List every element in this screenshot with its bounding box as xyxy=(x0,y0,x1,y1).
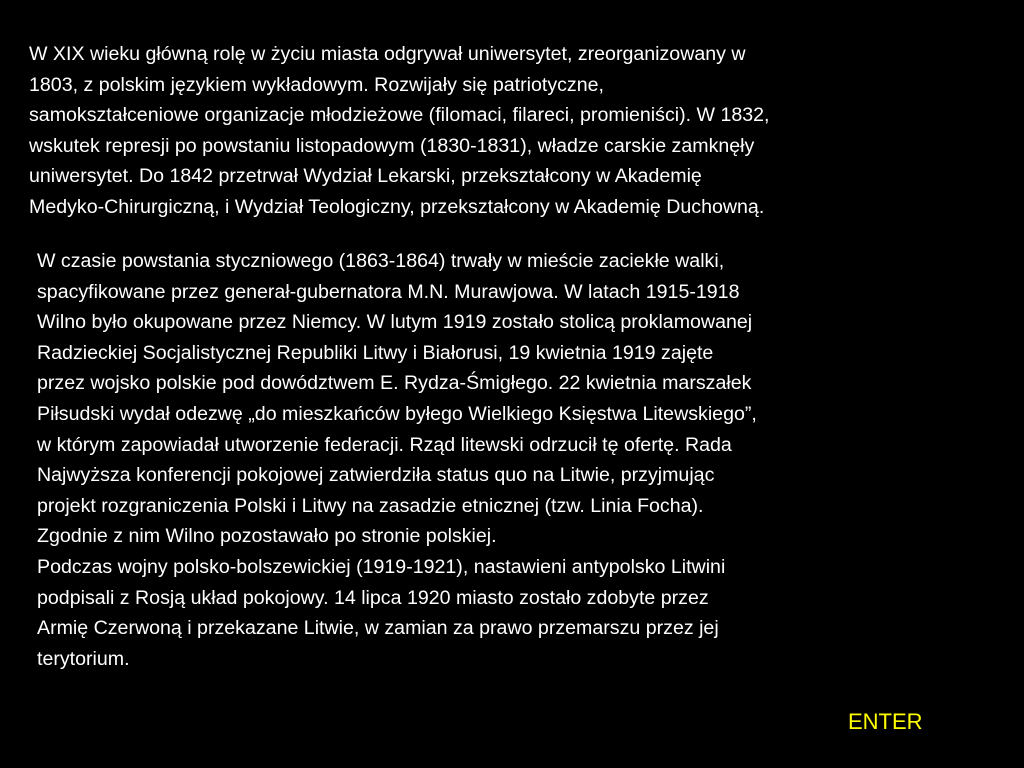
text-line: przez wojsko polskie pod dowództwem E. Rydza-Śmigłego. 22 kwietnia marszałek xyxy=(37,372,752,395)
text-line: Najwyższa konferencji pokojowej zatwierdziła status quo na Litwie, przyjmując xyxy=(37,464,715,487)
text-line: 1803, z polskim językiem wykładowym. Rozwijały się patriotyczne, xyxy=(29,73,604,96)
text-line: Piłsudski wydał odezwę „do mieszkańców byłego Wielkiego Księstwa Litewskiego”, xyxy=(37,402,757,425)
text-line: projekt rozgraniczenia Polski i Litwy na zasadzie etnicznej (tzw. Linia Focha). xyxy=(37,494,704,517)
text-line: podpisali z Rosją układ pokojowy. 14 lipca 1920 miasto zostało zdobyte przez xyxy=(37,586,709,609)
text-line: W czasie powstania styczniowego (1863-1864) trwały w mieście zaciekłe walki, xyxy=(37,250,725,272)
text-line: uniwersytet. Do 1842 przetrwał Wydział Lekarski, przekształcony w Akademię xyxy=(29,165,702,188)
text-line: Podczas wojny polsko-bolszewickiej (1919-1921), nastawieni antypolsko Litwini xyxy=(37,555,726,578)
text-line: spacyfikowane przez generał-gubernatora M.N. Murawjowa. W latach 1915-1918 xyxy=(37,280,740,303)
text-line: Wilno było okupowane przez Niemcy. W lutym 1919 zostało stolicą proklamowanej xyxy=(37,311,753,334)
history-paragraph-university xyxy=(29,39,770,223)
text-line: Radzieckiej Socjalistycznej Republiki Litwy i Białorusi, 19 kwietnia 1919 zajęte xyxy=(37,341,714,364)
history-paragraph-uprisings xyxy=(37,246,757,674)
text-line: Armię Czerwoną i przekazane Litwie, w zamian za prawo przemarszu przez jej xyxy=(37,617,719,640)
text-line: Zgodnie z nim Wilno pozostawało po stronie polskiej. xyxy=(37,525,497,548)
text-line: w którym zapowiadał utworzenie federacji. Rząd litewski odrzucił tę ofertę. Rada xyxy=(37,433,732,456)
text-line: W XIX wieku główną rolę w życiu miasta odgrywał uniwersytet, zreorganizowany w xyxy=(29,43,746,65)
enter-button[interactable]: ENTER xyxy=(848,709,923,734)
text-line: terytorium. xyxy=(37,647,130,670)
text-line: samokształceniowe organizacje młodzieżowe (filomaci, filareci, promieniści). W 1832, xyxy=(29,104,770,127)
text-line: Medyko-Chirurgiczną, i Wydział Teologiczny, przekształcony w Akademię Duchowną. xyxy=(29,195,765,218)
text-line: wskutek represji po powstaniu listopadowym (1830-1831), władze carskie zamknęły xyxy=(29,134,755,157)
